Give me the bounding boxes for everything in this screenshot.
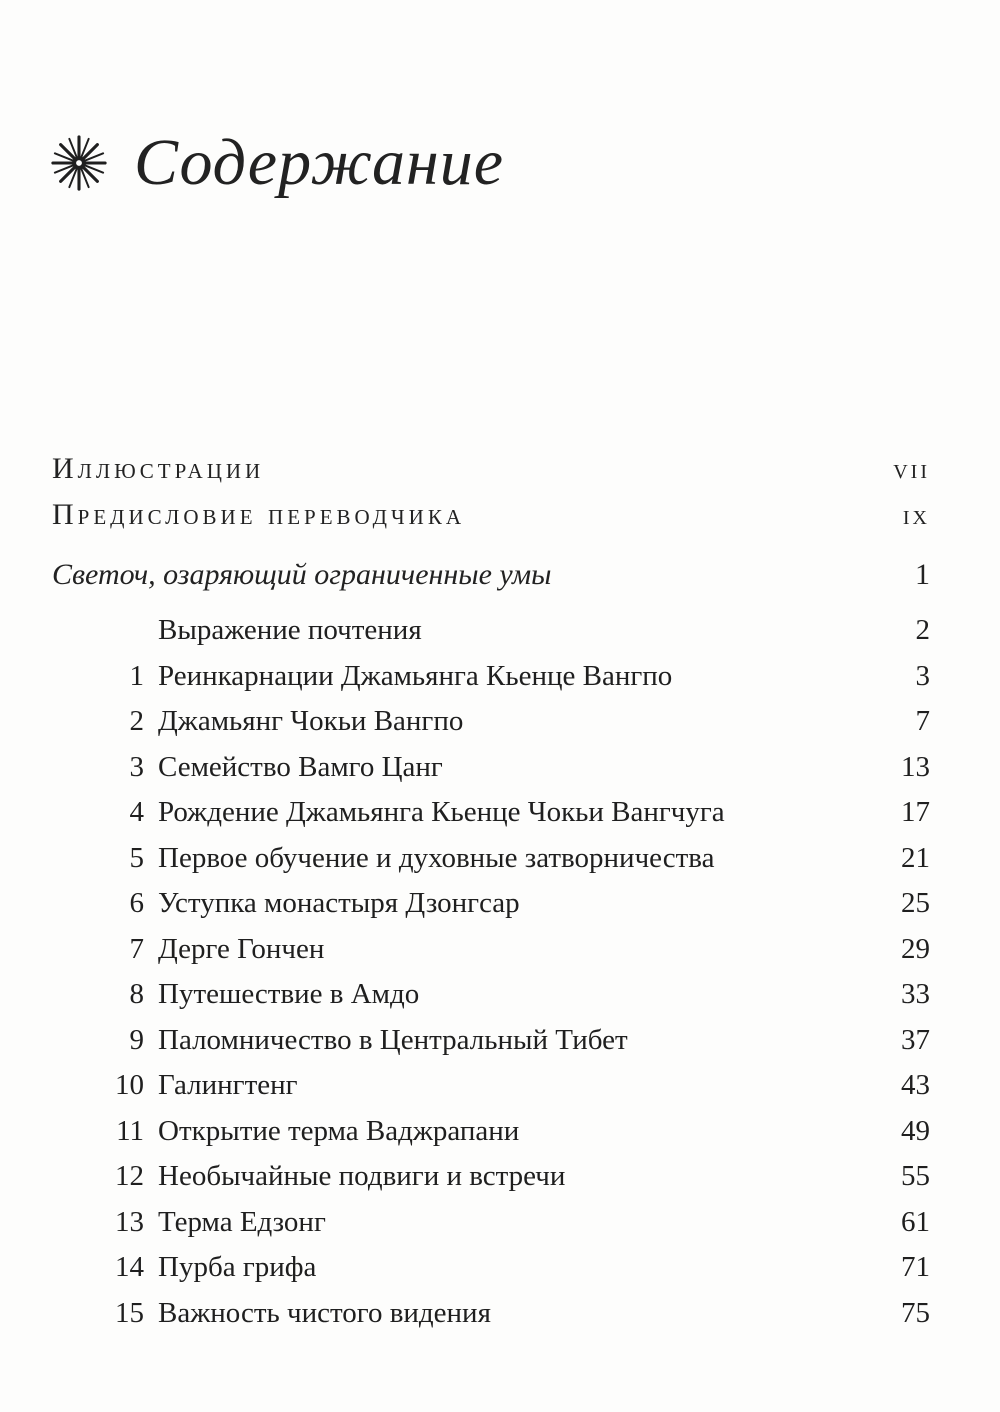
chapter-page: 13 [901,750,930,783]
toc-chapter-entry[interactable] [100,1069,930,1115]
chapter-number: 15 [115,1296,144,1329]
chapter-title: Необычайные подвиги и встречи [158,1160,566,1192]
chapter-number: 5 [129,841,144,874]
toc-entry-translator-preface[interactable] [52,498,930,532]
asterisk-star-icon [50,134,108,192]
toc-chapter-entry[interactable] [100,660,930,706]
toc-entry-illustrations[interactable] [52,452,930,486]
toc-chapter-entry[interactable] [100,1297,930,1343]
toc-part-entry[interactable] [52,558,930,592]
chapter-title: Джамьянг Чокьи Вангпо [158,705,464,737]
toc-chapter-entry[interactable] [100,1206,930,1252]
chapter-page: 2 [915,614,930,646]
chapter-number: 3 [129,750,144,783]
chapter-page: 33 [901,978,930,1010]
toc-entry-label: Предисловие переводчика [52,498,465,531]
chapter-page: 43 [901,1069,930,1101]
chapter-page: 7 [915,705,930,737]
chapter-title: Уступка монастыря Дзонгсар [158,887,520,919]
chapter-title: Реинкарнации Джамьянга Кьенце Вангпо [158,659,673,692]
chapter-title: Пурба грифа [158,1251,317,1283]
chapter-page: 37 [901,1023,930,1056]
toc-entry-page: vii [893,454,930,485]
chapter-number: 7 [129,932,144,965]
chapter-number: 8 [129,978,144,1010]
chapter-page: 29 [901,932,930,965]
title-row [50,118,504,208]
chapter-number: 9 [129,1023,144,1056]
toc-entry-page: ix [902,500,930,531]
toc-chapter-entry[interactable] [100,705,930,751]
chapter-title: Дерге Гончен [158,932,325,965]
chapter-title: Галингтенг [158,1069,298,1101]
chapter-number: 14 [115,1251,144,1283]
chapter-title: Первое обучение и духовные затворничества [158,841,715,874]
chapter-number: 1 [129,659,144,692]
toc-chapter-entry[interactable] [100,1115,930,1161]
toc-chapter-entry[interactable] [100,933,930,979]
toc-part-title: Светоч, озаряющий ограниченные умы [52,558,552,591]
chapter-title: Важность чистого видения [158,1296,491,1329]
chapter-page: 25 [901,887,930,919]
chapter-number: 11 [116,1114,144,1147]
chapter-number: 4 [129,796,144,828]
chapter-number: 6 [129,887,144,919]
chapter-title: Паломничество в Центральный Тибет [158,1023,628,1056]
chapter-list [100,614,930,1342]
chapter-number: 10 [115,1069,144,1101]
chapter-title: Терма Едзонг [158,1205,326,1238]
chapter-title: Открытие терма Ваджрапани [158,1114,520,1147]
toc-chapter-entry[interactable] [100,1251,930,1297]
chapter-page: 49 [901,1114,930,1147]
chapter-title: Выражение почтения [158,614,422,646]
toc-chapter-entry[interactable] [100,842,930,888]
toc-entry-label: Иллюстрации [52,452,265,485]
toc-chapter-entry[interactable] [100,751,930,797]
chapter-title: Путешествие в Амдо [158,978,420,1010]
page-title: Содержание [134,126,505,199]
chapter-page: 61 [901,1205,930,1238]
chapter-number: 13 [115,1205,144,1238]
chapter-title: Рождение Джамьянга Кьенце Чокьи Вангчуга [158,796,725,828]
toc-chapter-entry[interactable] [100,887,930,933]
chapter-page: 75 [901,1296,930,1329]
toc-chapter-entry[interactable] [100,796,930,842]
chapter-number: 12 [115,1160,144,1192]
toc-chapter-entry[interactable] [100,1160,930,1206]
chapter-number: 2 [129,705,144,737]
chapter-page: 55 [901,1160,930,1192]
toc-chapter-entry[interactable] [100,614,930,660]
chapter-page: 17 [901,796,930,828]
toc-part-page: 1 [915,558,930,591]
chapter-page: 21 [901,841,930,874]
chapter-page: 71 [901,1251,930,1283]
chapter-page: 3 [915,659,930,692]
toc-chapter-entry[interactable] [100,1024,930,1070]
chapter-title: Семейство Вамго Цанг [158,750,443,783]
toc-chapter-entry[interactable] [100,978,930,1024]
